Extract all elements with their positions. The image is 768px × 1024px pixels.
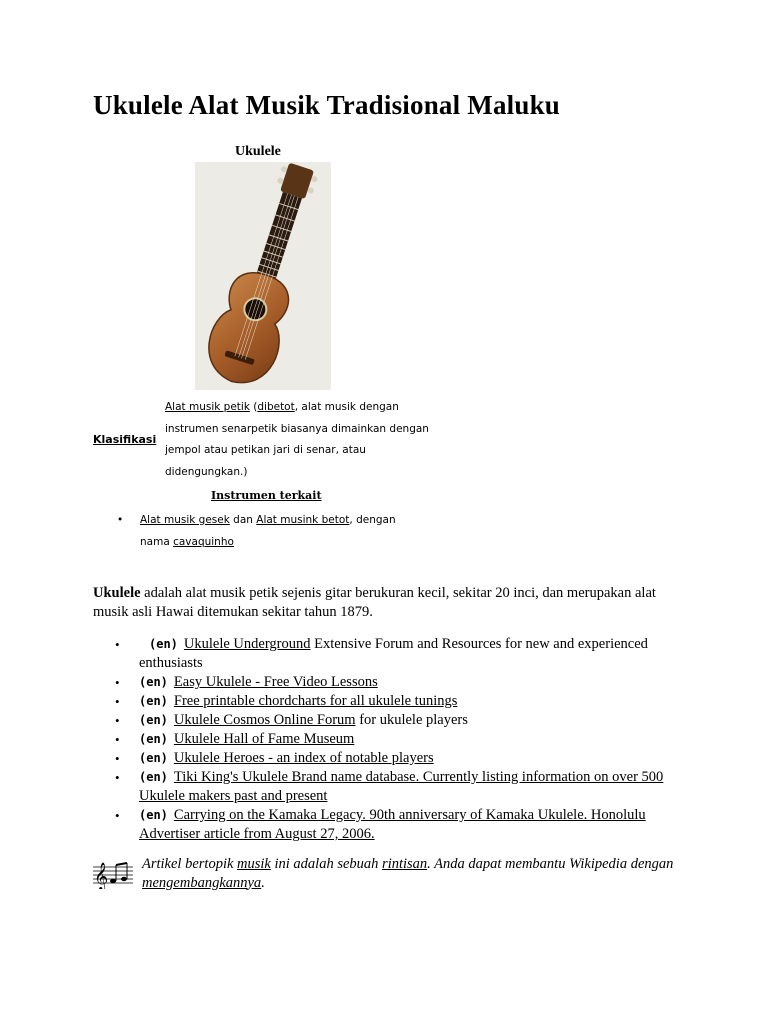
instrumen-bullet: •	[117, 514, 124, 526]
list-item: • (en) Easy Ukulele - Free Video Lessons	[115, 674, 378, 690]
svg-text:𝄞: 𝄞	[94, 862, 109, 889]
page-title: Ukulele Alat Musik Tradisional Maluku	[93, 90, 561, 120]
list-item: • (en) Free printable chordcharts for all ukulele tunings	[115, 693, 458, 709]
easy-ukulele-link[interactable]: Easy Ukulele - Free Video Lessons	[173, 674, 378, 690]
alat-musik-gesek-link[interactable]: Alat musik gesek	[140, 514, 230, 526]
external-links-list	[93, 635, 673, 844]
lang-tag: (en)	[139, 694, 168, 708]
lang-tag: (en)	[139, 751, 168, 765]
list-item: • (en) Tiki King's Ukulele Brand name database. Currently listing information on over 500 Ukulele makers past and present	[115, 769, 664, 804]
musik-link[interactable]: musik	[237, 856, 271, 872]
intro-paragraph: Ukulele adalah alat musik petik sejenis gitar berukuran kecil, sekitar 20 inci, dan merupakan alat musik asli Hawai ditemukan sekitar tahun 1879.	[93, 585, 656, 620]
infobox-caption: Ukulele	[235, 144, 281, 159]
ukulele-heroes-link[interactable]: Ukulele Heroes - an index of notable players	[173, 750, 434, 766]
rintisan-link[interactable]: rintisan	[382, 856, 428, 872]
ukulele-cosmos-link[interactable]: Ukulele Cosmos Online Forum	[173, 712, 356, 728]
hall-of-fame-link[interactable]: Ukulele Hall of Fame Museum	[173, 731, 355, 747]
lang-tag: (en)	[139, 675, 168, 689]
ukulele-underground-link[interactable]: Ukulele Underground	[183, 636, 311, 652]
stub-notice: Artikel bertopik musik ini adalah sebuah rintisan. Anda dapat membantu Wikipedia dengan mengembangkannya.	[142, 856, 674, 891]
lang-tag: (en)	[139, 732, 168, 746]
mengembangkannya-link[interactable]: mengembangkannya	[142, 874, 262, 891]
tiki-king-link[interactable]: Tiki King's Ukulele Brand name database. Currently listing information on over 500 Ukulele makers past and present	[139, 769, 664, 804]
kamaka-legacy-link[interactable]: Carrying on the Kamaka Legacy. 90th anniversary of Kamaka Ukulele. Honolulu Advertiser article from August 27, 2006.	[139, 807, 646, 842]
list-item: • (en) Carrying on the Kamaka Legacy. 90th anniversary of Kamaka Ukulele. Honolulu Advertiser article from August 27, 2006.	[115, 807, 646, 842]
ukulele-illustration	[195, 162, 331, 390]
list-item: • (en) Ukulele Heroes - an index of notable players	[115, 750, 434, 766]
dibetot-link[interactable]: dibetot	[257, 401, 295, 413]
lang-tag: (en)	[149, 637, 178, 651]
music-notes-icon	[93, 857, 133, 889]
ukulele-image	[195, 162, 331, 390]
alat-musink-betot-link[interactable]: Alat musink betot	[256, 514, 350, 526]
alat-musik-petik-link[interactable]: Alat musik petik	[165, 401, 250, 413]
lang-tag: (en)	[139, 713, 168, 727]
instrumen-terkait-label: Instrumen terkait	[211, 489, 322, 502]
cavaquinho-link[interactable]: cavaquinho	[173, 535, 234, 548]
list-item: • (en) Ukulele Cosmos Online Forum for ukulele players	[115, 712, 468, 728]
klasifikasi-label: Klasifikasi	[93, 433, 157, 446]
klasifikasi-text: Alat musik petik (dibetot, alat musik dengan instrumen senarpetik biasanya dimainkan dengan jempol atau petikan jari di senar, atau didengungkan.)	[165, 401, 429, 478]
chordcharts-link[interactable]: Free printable chordcharts for all ukulele tunings	[173, 693, 458, 709]
instrumen-text: Alat musik gesek dan Alat musink betot, dengan nama cavaquinho	[140, 514, 396, 548]
intro-bold-term: Ukulele	[93, 585, 141, 601]
list-item: • (en) Ukulele Underground Extensive Forum and Resources for new and experienced enthusiasts	[115, 636, 648, 671]
lang-tag: (en)	[139, 770, 168, 784]
lang-tag: (en)	[139, 808, 168, 822]
list-item: • (en) Ukulele Hall of Fame Museum	[115, 731, 355, 747]
